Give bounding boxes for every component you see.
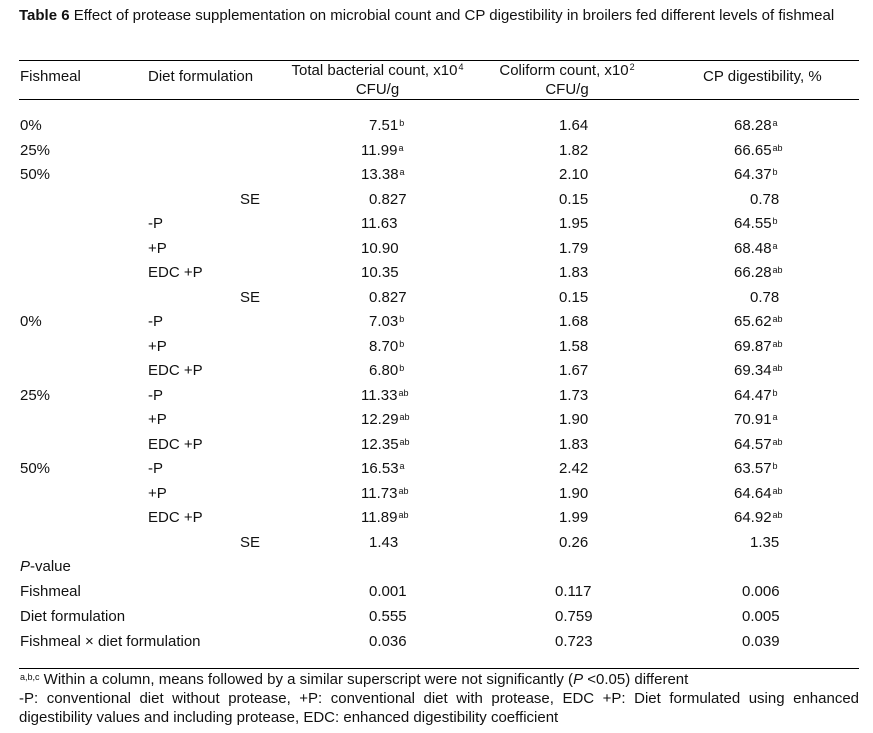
row-diet: -P — [148, 387, 163, 404]
row-coliform — [559, 240, 589, 258]
row-cp-digestibility — [734, 166, 778, 184]
header-coliform — [492, 61, 642, 99]
row-cp-digestibility-value: 68.28 — [734, 117, 772, 134]
row-total-bacterial — [361, 411, 410, 429]
row-coliform-value: 1.99 — [559, 509, 589, 526]
pvalue-label: Fishmeal × diet formulation — [20, 633, 201, 650]
row-coliform — [559, 142, 589, 160]
row-fishmeal: 25% — [20, 387, 51, 404]
row-fishmeal: 0% — [20, 313, 42, 330]
row-total-bacterial — [369, 534, 399, 552]
row-total-bacterial — [369, 117, 404, 135]
row-cp-digestibility-value: 69.34 — [734, 362, 772, 379]
row-cp-digestibility — [750, 191, 780, 209]
row-cp-digestibility — [734, 411, 778, 429]
pvalue-cp-digestibility: 0.006 — [742, 583, 780, 600]
header-total-line1: Total bacterial count, x10 — [291, 62, 458, 79]
row-total-bacterial — [369, 362, 404, 380]
row-diet: EDC +P — [148, 264, 203, 281]
footnote-significance — [19, 670, 859, 689]
row-total-bacterial-superscript: a — [399, 461, 405, 471]
row-cp-digestibility — [734, 215, 778, 233]
header-total-line2: CFU/g — [355, 81, 400, 98]
row-total-bacterial-value: 11.33 — [361, 387, 398, 404]
row-diet: +P — [148, 485, 167, 502]
row-coliform-value: 1.79 — [559, 240, 589, 257]
row-total-bacterial-value: 11.99 — [361, 142, 398, 159]
header-coliform-sup: 2 — [629, 62, 635, 72]
row-coliform — [559, 338, 589, 356]
pvalue-total-bacterial: 0.036 — [369, 633, 407, 650]
row-cp-digestibility-value: 66.28 — [734, 264, 772, 281]
footnote-line1-italic: P — [573, 671, 584, 688]
row-se-label: SE — [240, 191, 261, 208]
row-total-bacterial — [369, 289, 408, 307]
row-diet: EDC +P — [148, 362, 203, 379]
row-total-bacterial-value: 7.03 — [369, 313, 399, 330]
row-cp-digestibility — [734, 240, 778, 258]
row-coliform — [559, 313, 589, 331]
row-total-bacterial-value: 11.73 — [361, 485, 398, 502]
pvalue-total-bacterial: 0.555 — [369, 608, 407, 625]
row-cp-digestibility-value: 64.37 — [734, 166, 772, 183]
row-cp-digestibility-value: 64.47 — [734, 387, 772, 404]
row-cp-digestibility-value: 68.48 — [734, 240, 772, 257]
header-coliform-line1: Coliform count, x10 — [499, 62, 629, 79]
row-coliform-value: 2.42 — [559, 460, 589, 477]
row-diet: +P — [148, 411, 167, 428]
row-total-bacterial-superscript: a — [399, 167, 405, 177]
row-cp-digestibility — [750, 289, 780, 307]
pvalue-coliform: 0.759 — [555, 608, 593, 625]
row-coliform-value: 1.90 — [559, 485, 589, 502]
row-total-bacterial — [369, 313, 404, 331]
row-coliform — [559, 117, 589, 135]
pvalue-heading — [20, 558, 71, 576]
row-cp-digestibility-superscript: ab — [772, 143, 783, 153]
row-total-bacterial-superscript: b — [399, 118, 405, 128]
header-diet-formulation: Diet formulation — [148, 68, 254, 85]
row-total-bacterial-value: 10.90 — [361, 240, 399, 257]
row-coliform — [559, 191, 589, 209]
row-fishmeal: 25% — [20, 142, 51, 159]
row-coliform-value: 1.82 — [559, 142, 589, 159]
header-fishmeal: Fishmeal — [20, 68, 81, 85]
row-coliform-value: 1.90 — [559, 411, 589, 428]
row-fishmeal: 0% — [20, 117, 42, 134]
pvalue-cp-digestibility: 0.039 — [742, 633, 780, 650]
row-coliform — [559, 264, 589, 282]
row-coliform — [559, 436, 589, 454]
row-coliform — [559, 534, 589, 552]
row-coliform-value: 1.95 — [559, 215, 589, 232]
row-total-bacterial-value: 1.43 — [369, 534, 399, 551]
row-cp-digestibility-value: 64.55 — [734, 215, 772, 232]
pvalue-coliform: 0.723 — [555, 633, 593, 650]
row-coliform — [559, 485, 589, 503]
row-total-bacterial-superscript: ab — [398, 510, 409, 520]
row-fishmeal: 50% — [20, 166, 51, 183]
row-cp-digestibility-superscript: ab — [772, 314, 783, 324]
row-cp-digestibility-superscript: ab — [772, 265, 783, 275]
row-cp-digestibility-value: 64.64 — [734, 485, 772, 502]
footnote-sup: a,b,c — [20, 672, 40, 682]
row-total-bacterial — [361, 436, 410, 454]
pvalue-label: Fishmeal — [20, 583, 81, 600]
row-cp-digestibility-value: 64.92 — [734, 509, 772, 526]
row-coliform — [559, 166, 589, 184]
header-total-sup: 4 — [458, 62, 464, 72]
row-cp-digestibility-superscript: a — [772, 241, 778, 251]
row-coliform-value: 0.15 — [559, 191, 589, 208]
row-total-bacterial-value: 12.35 — [361, 436, 399, 453]
row-cp-digestibility-superscript: ab — [772, 510, 783, 520]
row-coliform — [559, 215, 589, 233]
row-cp-digestibility-superscript: ab — [772, 486, 783, 496]
row-cp-digestibility — [734, 313, 783, 331]
row-total-bacterial-superscript: a — [398, 143, 404, 153]
row-total-bacterial-value: 11.89 — [361, 509, 398, 526]
row-total-bacterial-superscript: ab — [398, 486, 409, 496]
header-coliform-line2: CFU/g — [545, 81, 589, 98]
row-cp-digestibility — [734, 362, 783, 380]
row-diet: EDC +P — [148, 436, 203, 453]
row-coliform-value: 1.67 — [559, 362, 589, 379]
table-caption — [19, 5, 859, 26]
row-cp-digestibility-superscript: b — [772, 167, 778, 177]
row-total-bacterial — [369, 338, 404, 356]
header-cp-digestibility: CP digestibility, % — [703, 68, 822, 85]
row-total-bacterial-superscript: b — [399, 314, 405, 324]
row-coliform-value: 1.83 — [559, 264, 589, 281]
row-coliform — [559, 411, 589, 429]
row-cp-digestibility-superscript: ab — [772, 437, 783, 447]
header-bottom-rule — [19, 99, 859, 100]
row-cp-digestibility-superscript: ab — [772, 339, 783, 349]
row-total-bacterial-value: 7.51 — [369, 117, 399, 134]
row-se-label: SE — [240, 534, 261, 551]
row-diet: +P — [148, 338, 167, 355]
row-coliform — [559, 362, 589, 380]
row-cp-digestibility-value: 0.78 — [750, 191, 780, 208]
row-total-bacterial-value: 12.29 — [361, 411, 399, 428]
row-cp-digestibility — [734, 436, 783, 454]
row-total-bacterial-superscript: b — [399, 363, 405, 373]
row-diet: +P — [148, 240, 167, 257]
pvalue-heading-italic: P — [20, 558, 31, 575]
footnote-line1-a: Within a column, means followed by a similar superscript were not significantly ( — [39, 671, 574, 688]
pvalue-coliform: 0.117 — [555, 583, 592, 600]
row-fishmeal: 50% — [20, 460, 51, 477]
row-cp-digestibility-superscript: ab — [772, 363, 783, 373]
row-cp-digestibility — [734, 485, 783, 503]
row-cp-digestibility — [734, 338, 783, 356]
pvalue-heading-rest: -value — [30, 558, 71, 575]
row-total-bacterial — [369, 191, 408, 209]
row-diet: -P — [148, 460, 163, 477]
row-cp-digestibility — [734, 387, 778, 405]
row-total-bacterial-value: 0.827 — [369, 191, 407, 208]
row-cp-digestibility-value: 69.87 — [734, 338, 772, 355]
row-diet: EDC +P — [148, 509, 203, 526]
row-coliform-value: 1.73 — [559, 387, 589, 404]
row-total-bacterial-superscript: ab — [398, 388, 409, 398]
row-cp-digestibility — [734, 264, 783, 282]
row-cp-digestibility — [750, 534, 780, 552]
row-coliform-value: 1.64 — [559, 117, 589, 134]
row-cp-digestibility-value: 65.62 — [734, 313, 772, 330]
row-total-bacterial — [361, 142, 403, 160]
row-cp-digestibility-value: 70.91 — [734, 411, 772, 428]
row-cp-digestibility-value: 64.57 — [734, 436, 772, 453]
row-cp-digestibility — [734, 117, 778, 135]
pvalue-total-bacterial: 0.001 — [369, 583, 407, 600]
row-coliform — [559, 387, 589, 405]
table-label: Table 6 — [19, 7, 70, 24]
header-total-bacterial — [280, 61, 475, 99]
row-cp-digestibility — [734, 142, 783, 160]
row-cp-digestibility-superscript: a — [772, 412, 778, 422]
row-coliform-value: 0.15 — [559, 289, 589, 306]
row-coliform-value: 2.10 — [559, 166, 589, 183]
row-total-bacterial-value: 6.80 — [369, 362, 399, 379]
row-cp-digestibility-value: 63.57 — [734, 460, 772, 477]
row-cp-digestibility-superscript: b — [772, 216, 778, 226]
row-se-label: SE — [240, 289, 261, 306]
footnote-abbreviations: -P: conventional diet without protease, +P: conventional diet with protease, EDC +P: Diet formulated using enhanced digestibility values and including protease, EDC: enhanced digestibility coefficient — [19, 690, 859, 726]
row-cp-digestibility-superscript: a — [772, 118, 778, 128]
row-total-bacterial-value: 8.70 — [369, 338, 399, 355]
row-total-bacterial — [361, 166, 405, 184]
row-total-bacterial-value: 0.827 — [369, 289, 407, 306]
table-bottom-rule — [19, 668, 859, 669]
row-coliform-value: 1.58 — [559, 338, 589, 355]
pvalue-cp-digestibility: 0.005 — [742, 608, 780, 625]
row-cp-digestibility — [734, 509, 783, 527]
row-total-bacterial — [361, 509, 408, 527]
row-total-bacterial-value: 13.38 — [361, 166, 399, 183]
row-cp-digestibility-value: 1.35 — [750, 534, 780, 551]
row-coliform — [559, 509, 589, 527]
row-total-bacterial — [361, 460, 405, 478]
row-coliform-value: 0.26 — [559, 534, 589, 551]
row-cp-digestibility-superscript: b — [772, 388, 778, 398]
table-title: Effect of protease supplementation on microbial count and CP digestibility in broilers fed different levels of fishmeal — [73, 7, 835, 24]
row-total-bacterial — [361, 240, 400, 258]
row-cp-digestibility-superscript: b — [772, 461, 778, 471]
row-total-bacterial — [361, 264, 400, 282]
row-total-bacterial — [361, 485, 408, 503]
row-total-bacterial — [361, 387, 408, 405]
pvalue-label: Diet formulation — [20, 608, 126, 625]
row-diet: -P — [148, 313, 163, 330]
row-cp-digestibility-value: 0.78 — [750, 289, 780, 306]
row-cp-digestibility — [734, 460, 778, 478]
row-total-bacterial-superscript: ab — [399, 412, 410, 422]
row-coliform-value: 1.68 — [559, 313, 589, 330]
row-coliform-value: 1.83 — [559, 436, 589, 453]
footnote-line1-b: <0.05) different — [583, 671, 689, 688]
row-total-bacterial-value: 16.53 — [361, 460, 399, 477]
row-total-bacterial-superscript: b — [399, 339, 405, 349]
row-total-bacterial-superscript: ab — [399, 437, 410, 447]
row-total-bacterial-value: 10.35 — [361, 264, 399, 281]
row-total-bacterial-value: 11.63 — [361, 215, 398, 232]
row-cp-digestibility-value: 66.65 — [734, 142, 772, 159]
row-coliform — [559, 289, 589, 307]
row-total-bacterial — [361, 215, 398, 233]
row-coliform — [559, 460, 589, 478]
row-diet: -P — [148, 215, 163, 232]
